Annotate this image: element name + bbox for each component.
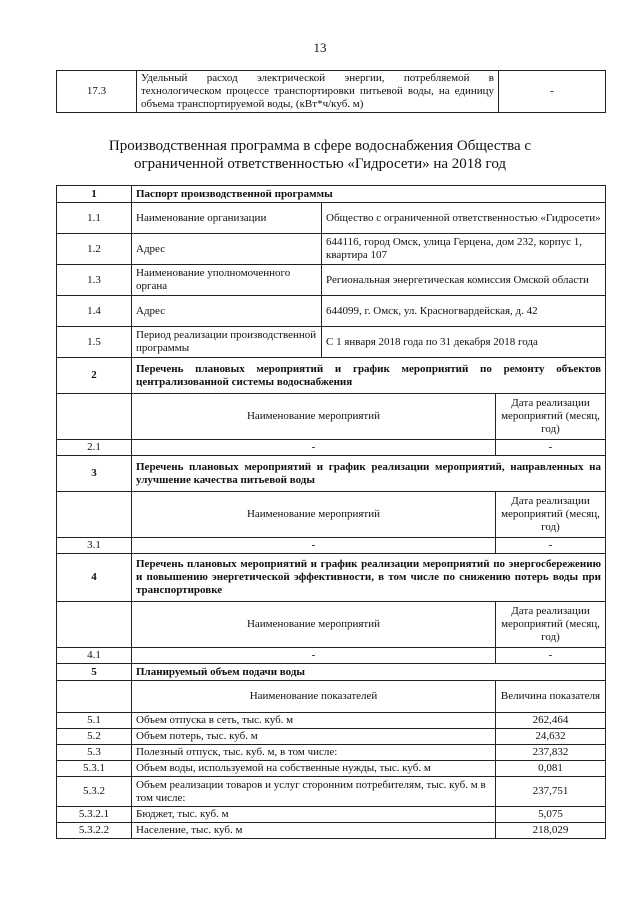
table-row	[57, 745, 606, 761]
row-name: Бюджет, тыс. куб. м	[132, 807, 496, 823]
row-value: Общество с ограниченной ответственностью «Гидросети»	[322, 203, 606, 234]
table-row	[57, 823, 606, 839]
column-header-row	[57, 681, 606, 713]
table-row	[57, 234, 606, 265]
column-header-row	[57, 602, 606, 648]
row-number: 1.3	[57, 265, 132, 296]
row-number: 1.2	[57, 234, 132, 265]
row-description: Удельный расход электрической энергии, потребляемой в технологическом процессе транспортировки питьевой воды, на единицу объема транспортируемой воды, (кВт*ч/куб. м)	[137, 71, 499, 113]
section-header	[57, 456, 606, 492]
row-date: -	[496, 538, 606, 554]
row-label: Период реализации производственной программы	[132, 327, 322, 358]
row-number: 5.3.2.2	[57, 823, 132, 839]
section-header	[57, 358, 606, 394]
table-row	[57, 648, 606, 664]
section-header	[57, 554, 606, 602]
row-value: 237,832	[496, 745, 606, 761]
table-row	[57, 729, 606, 745]
empty-cell	[57, 492, 132, 538]
row-number: 1.5	[57, 327, 132, 358]
row-name: Объем воды, используемой на собственные нужды, тыс. куб. м	[132, 761, 496, 777]
empty-cell	[57, 602, 132, 648]
table-row	[57, 807, 606, 823]
column-header-value: Величина показателя	[496, 681, 606, 713]
row-value: 0,081	[496, 761, 606, 777]
row-name: Полезный отпуск, тыс. куб. м, в том числе:	[132, 745, 496, 761]
section-number: 2	[57, 358, 132, 394]
empty-cell	[57, 681, 132, 713]
column-header-date: Дата реализации мероприятий (месяц, год)	[496, 394, 606, 440]
row-number: 17.3	[57, 71, 137, 113]
section-heading: Перечень плановых мероприятий и график мероприятий по ремонту объектов централизованной системы водоснабжения	[132, 358, 606, 394]
table-row	[57, 296, 606, 327]
row-label: Адрес	[132, 234, 322, 265]
row-name: Объем отпуска в сеть, тыс. куб. м	[132, 713, 496, 729]
row-number: 1.1	[57, 203, 132, 234]
row-name: Население, тыс. куб. м	[132, 823, 496, 839]
section-header	[57, 664, 606, 681]
row-number: 1.4	[57, 296, 132, 327]
row-number: 5.2	[57, 729, 132, 745]
row-value: Региональная энергетическая комиссия Омской области	[322, 265, 606, 296]
page-title: Производственная программа в сфере водоснабжения Общества с ограниченной ответственностью «Гидросети» на 2018 год	[108, 138, 532, 172]
section-number: 4	[57, 554, 132, 602]
row-label: Наименование уполномоченного органа	[132, 265, 322, 296]
row-label: Адрес	[132, 296, 322, 327]
column-header-date: Дата реализации мероприятий (месяц, год)	[496, 602, 606, 648]
table-row	[57, 327, 606, 358]
page-number: 13	[313, 40, 327, 55]
top-table	[56, 70, 606, 113]
column-header-name: Наименование мероприятий	[132, 492, 496, 538]
section-heading: Перечень плановых мероприятий и график реализации мероприятий, направленных на улучшение качества питьевой воды	[132, 456, 606, 492]
section-heading: Планируемый объем подачи воды	[132, 664, 606, 681]
section-number: 3	[57, 456, 132, 492]
row-value: 237,751	[496, 777, 606, 807]
empty-cell	[57, 394, 132, 440]
row-number: 5.3.1	[57, 761, 132, 777]
row-number: 4.1	[57, 648, 132, 664]
row-value: 5,075	[496, 807, 606, 823]
column-header-date: Дата реализации мероприятий (месяц, год)	[496, 492, 606, 538]
row-number: 5.3.2.1	[57, 807, 132, 823]
column-header-row	[57, 492, 606, 538]
column-header-name: Наименование мероприятий	[132, 394, 496, 440]
table-row	[57, 538, 606, 554]
row-value: 218,029	[496, 823, 606, 839]
section-heading: Паспорт производственной программы	[132, 186, 606, 203]
table-row	[57, 777, 606, 807]
row-name: Объем потерь, тыс. куб. м	[132, 729, 496, 745]
column-header-name: Наименование мероприятий	[132, 602, 496, 648]
section-number: 1	[57, 186, 132, 203]
row-name: -	[132, 538, 496, 554]
row-number: 5.3.2	[57, 777, 132, 807]
row-number: 2.1	[57, 440, 132, 456]
row-value: 24,632	[496, 729, 606, 745]
row-value: С 1 января 2018 года по 31 декабря 2018 года	[322, 327, 606, 358]
row-date: -	[496, 440, 606, 456]
row-name: -	[132, 648, 496, 664]
row-name: Объем реализации товаров и услуг сторонним потребителям, тыс. куб. м в том числе:	[132, 777, 496, 807]
row-date: -	[496, 648, 606, 664]
row-label: Наименование организации	[132, 203, 322, 234]
row-value: 644099, г. Омск, ул. Красногвардейская, д. 42	[322, 296, 606, 327]
section-header	[57, 186, 606, 203]
table-row	[57, 761, 606, 777]
table-row	[57, 265, 606, 296]
column-header-name: Наименование показателей	[132, 681, 496, 713]
table-row	[57, 203, 606, 234]
table-row	[57, 440, 606, 456]
row-value: 262,464	[496, 713, 606, 729]
table-row	[57, 713, 606, 729]
column-header-row	[57, 394, 606, 440]
row-name: -	[132, 440, 496, 456]
row-value: -	[499, 71, 606, 113]
table-row	[57, 71, 606, 113]
section-heading: Перечень плановых мероприятий и график реализации мероприятий по энергосбережению и повышению энергетической эффективности, в том числе по снижению потерь воды при транспортировке	[132, 554, 606, 602]
row-number: 3.1	[57, 538, 132, 554]
program-table	[56, 185, 606, 839]
section-number: 5	[57, 664, 132, 681]
row-number: 5.1	[57, 713, 132, 729]
row-value: 644116, город Омск, улица Герцена, дом 232, корпус 1, квартира 107	[322, 234, 606, 265]
row-number: 5.3	[57, 745, 132, 761]
